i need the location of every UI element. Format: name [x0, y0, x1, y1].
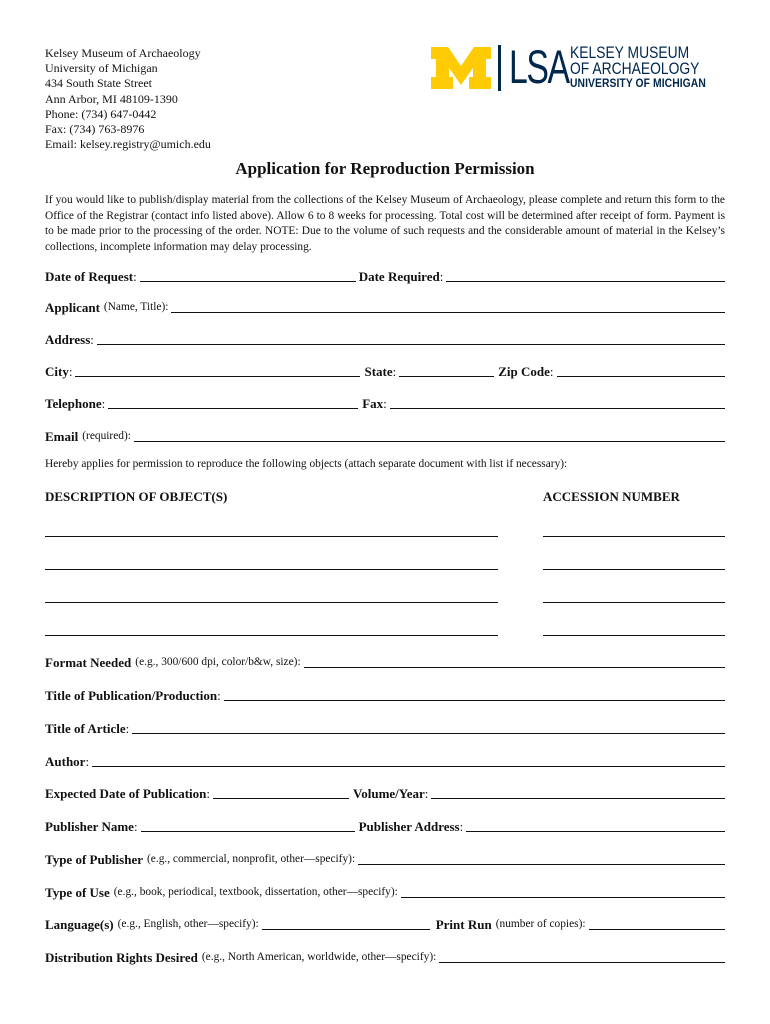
publication-date-label: Expected Date of Publication [45, 786, 207, 801]
logo-line-3: UNIVERSITY OF MICHIGAN [570, 76, 706, 90]
address-field[interactable] [97, 332, 725, 345]
language-field[interactable] [262, 917, 430, 930]
email-label: Email [45, 429, 79, 444]
logo-divider [498, 45, 501, 91]
accession-line[interactable] [543, 569, 725, 570]
publisher-row: Publisher Name : Publisher Address : [45, 816, 725, 834]
accession-line[interactable] [543, 602, 725, 603]
zip-field[interactable] [557, 364, 725, 377]
article-title-field[interactable] [132, 721, 725, 734]
applicant-note: (Name, Title): [103, 301, 169, 313]
contact-line: Ann Arbor, MI 48109-1390 [45, 91, 178, 106]
article-title-row: Title of Article : [45, 718, 725, 736]
publication-title-label: Title of Publication/Production [45, 688, 218, 703]
telephone-label: Telephone [45, 396, 102, 411]
description-line[interactable] [45, 569, 498, 570]
use-type-row [45, 882, 725, 900]
applicant-field[interactable] [171, 300, 725, 313]
kelsey-lsa-logo [431, 40, 731, 93]
use-type-label: Type of Use [45, 885, 110, 900]
phone-row: Telephone : Fax : [45, 393, 725, 411]
publisher-type-note: (e.g., commercial, nonprofit, other—specify): [147, 853, 356, 865]
author-field[interactable] [92, 754, 725, 767]
publisher-type-label: Type of Publisher [45, 852, 143, 867]
format-row [45, 652, 725, 670]
distribution-label: Distribution Rights Desired [45, 950, 198, 965]
date-required-field[interactable] [446, 269, 725, 282]
print-run-field[interactable] [589, 917, 725, 930]
contact-line: Fax: (734) 763-8976 [45, 122, 145, 137]
accession-header: ACCESSION NUMBER [543, 489, 680, 504]
format-label: Format Needed [45, 655, 132, 670]
description-line[interactable] [45, 536, 498, 537]
publisher-type-row [45, 849, 725, 867]
date-row: Date of Request : Date Required : [45, 266, 725, 284]
language-note: (e.g., English, other—specify): [117, 918, 259, 930]
print-run-note: (number of copies): [495, 918, 586, 930]
description-header: DESCRIPTION OF OBJECT(S) [45, 489, 228, 504]
format-field[interactable] [304, 655, 725, 668]
distribution-note: (e.g., North American, worldwide, other—specify): [201, 951, 437, 963]
use-type-note: (e.g., book, periodical, textbook, dissertation, other—specify): [113, 886, 398, 898]
language-row [45, 914, 725, 932]
language-label: Language(s) [45, 917, 114, 932]
zip-label: Zip Code [498, 364, 550, 379]
publisher-name-field[interactable] [141, 819, 355, 832]
block-m-icon [431, 47, 491, 89]
accession-line[interactable] [543, 536, 725, 537]
contact-address-block [45, 46, 211, 152]
volume-label: Volume/Year [353, 786, 425, 801]
author-row: Author : [45, 751, 725, 769]
applicant-row [45, 297, 725, 315]
publisher-name-label: Publisher Name [45, 819, 134, 834]
format-note: (e.g., 300/600 dpi, color/b&w, size): [135, 656, 301, 668]
city-field[interactable] [75, 364, 360, 377]
city-row: City : State : Zip Code : [45, 361, 725, 379]
description-line[interactable] [45, 635, 498, 636]
contact-line: Kelsey Museum of Archaeology [45, 46, 201, 60]
accession-line[interactable] [543, 635, 725, 636]
applicant-label: Applicant [45, 300, 100, 315]
publication-date-row: Expected Date of Publication : Volume/Year : [45, 783, 725, 801]
logo-lsa: LSA [509, 40, 569, 93]
contact-line: 434 South State Street [45, 76, 152, 91]
hereby-text: Hereby applies for permission to reproduce the following objects (attach separate document with list if necessary): [45, 458, 568, 470]
publisher-address-label: Publisher Address [358, 819, 460, 834]
form-title: Application for Reproduction Permission [235, 159, 535, 178]
address-label: Address [45, 332, 91, 347]
publication-title-row: Title of Publication/Production : [45, 685, 725, 703]
contact-line: Phone: (734) 647-0442 [45, 106, 157, 121]
date-request-label: Date of Request [45, 269, 134, 284]
volume-field[interactable] [431, 786, 725, 799]
print-run-label: Print Run [435, 917, 492, 932]
description-line[interactable] [45, 602, 498, 603]
distribution-field[interactable] [439, 950, 725, 963]
date-request-field[interactable] [140, 269, 356, 282]
fax-label: Fax [362, 396, 384, 411]
article-title-label: Title of Article [45, 721, 126, 736]
date-required-label: Date Required [358, 269, 440, 284]
email-note: (required): [82, 430, 131, 442]
publisher-type-field[interactable] [358, 852, 725, 865]
use-type-field[interactable] [401, 885, 725, 898]
contact-line: University of Michigan [45, 61, 158, 76]
intro-paragraph: If you would like to publish/display material from the collections of the Kelsey Museum of Archaeology, please complete and return this form to the Office of the Registrar (contact info listed above). Allow 6 to 8 weeks for processing. Total cost will be determined after receipt of form. Payment is to be made prior to the processing of the order. NOTE: Due to the volume of such requests and the considerable amount of material in the Kelsey’s collections, incomplete information may delay processing. [45, 194, 725, 253]
contact-email: Email: kelsey.registry@umich.edu [45, 137, 211, 152]
logo-wordmark [570, 45, 728, 90]
email-row [45, 426, 725, 444]
fax-field[interactable] [390, 396, 725, 409]
distribution-row [45, 947, 725, 965]
author-label: Author [45, 754, 86, 769]
publication-title-field[interactable] [224, 688, 725, 701]
publication-date-field[interactable] [213, 786, 349, 799]
email-field[interactable] [134, 429, 725, 442]
state-label: State [364, 364, 393, 379]
publisher-address-field[interactable] [466, 819, 725, 832]
state-field[interactable] [399, 364, 494, 377]
address-row: Address : [45, 329, 725, 347]
logo-line-2: OF ARCHAEOLOGY [570, 60, 700, 78]
telephone-field[interactable] [108, 396, 358, 409]
logo-line-1: KELSEY MUSEUM [570, 44, 690, 62]
city-label: City [45, 364, 69, 379]
